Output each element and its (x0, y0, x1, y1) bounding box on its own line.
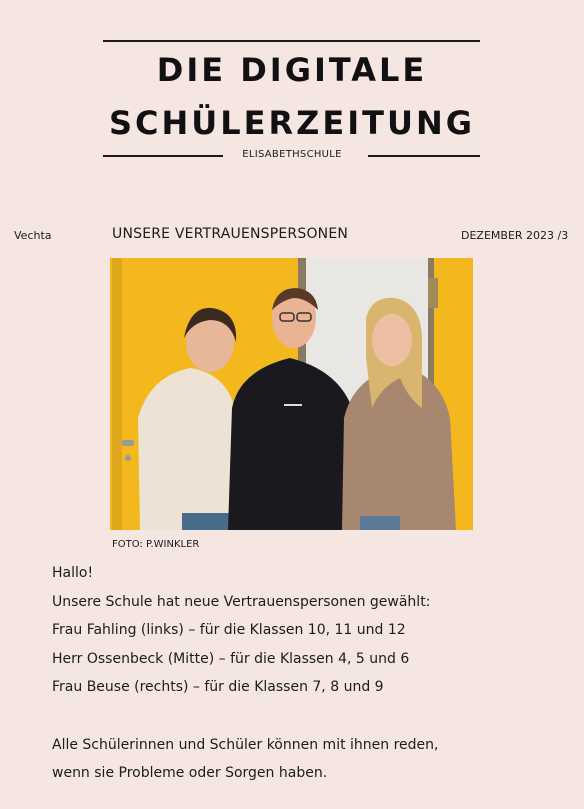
group-photo (110, 258, 473, 530)
issue-label: DEZEMBER 2023 /3 (461, 229, 569, 242)
photo-illustration (110, 258, 473, 530)
article-line: Unsere Schule hat neue Vertrauenspersonen gewählt: (52, 594, 431, 610)
location-label: Vechta (14, 229, 52, 242)
article-line: Alle Schülerinnen und Schüler können mit ihnen reden, (52, 737, 439, 753)
article-line: Frau Fahling (links) – für die Klassen 10, 11 und 12 (52, 622, 406, 638)
masthead-title-line1: DIE DIGITALE (156, 51, 428, 89)
article-line: Herr Ossenbeck (Mitte) – für die Klassen 4, 5 und 6 (52, 651, 410, 667)
article-line: Frau Beuse (rechts) – für die Klassen 7, 8 und 9 (52, 679, 384, 695)
article-line: wenn sie Probleme oder Sorgen haben. (52, 765, 328, 781)
school-name: ELISABETHSCHULE (242, 149, 342, 160)
masthead-top-rule (103, 40, 480, 42)
section-title: UNSERE VERTRAUENSPERSONEN (112, 226, 349, 242)
article-line: Hallo! (52, 565, 94, 581)
photo-caption: FOTO: P.WINKLER (112, 539, 200, 550)
masthead-title-line2: SCHÜLERZEITUNG (108, 104, 475, 142)
masthead-bottom-rule-right (368, 155, 480, 157)
